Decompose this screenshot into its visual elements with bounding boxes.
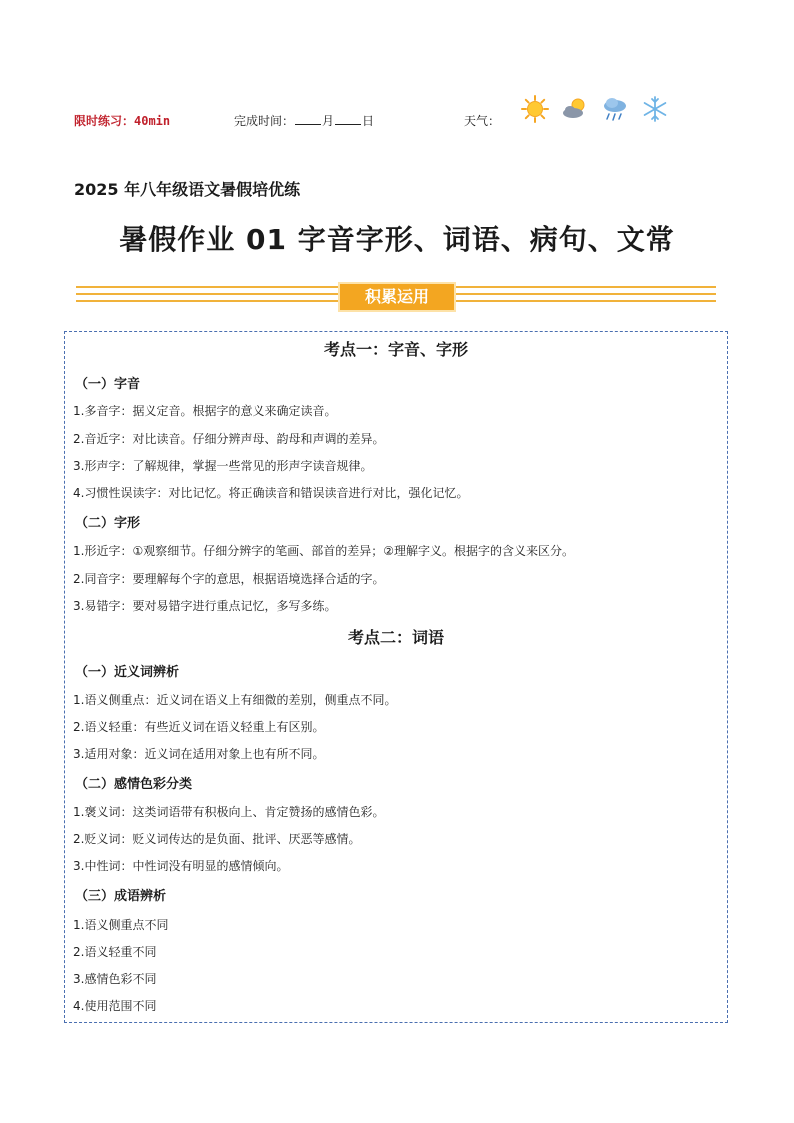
list-item: 3.形声字：了解规律，掌握一些常见的形声字读音规律。 xyxy=(73,459,373,473)
list-item: 3.易错字：要对易错字进行重点记忆，多写多练。 xyxy=(73,599,337,613)
weather-label: 天气： xyxy=(464,114,501,128)
rain-cloud-icon xyxy=(600,94,630,124)
header-bar xyxy=(74,94,754,134)
finish-time-field xyxy=(234,112,374,129)
month-char: 月 xyxy=(322,114,335,128)
list-item: 3.中性词：中性词没有明显的感情倾向。 xyxy=(73,859,289,873)
list-item: 1.语义侧重点不同 xyxy=(73,918,169,932)
snowflake-icon xyxy=(640,94,670,124)
group-heading: （一）字音 xyxy=(75,377,141,392)
group-heading: （二）感情色彩分类 xyxy=(75,777,193,792)
list-item: 1.语义侧重点：近义词在语义上有细微的差别，侧重点不同。 xyxy=(73,693,397,707)
list-item: 2.语义轻重：有些近义词在语义轻重上有区别。 xyxy=(73,720,325,734)
list-item: 4.习惯性误读字：对比记忆。将正确读音和错误读音进行对比，强化记忆。 xyxy=(73,486,469,500)
list-item: 3.感情色彩不同 xyxy=(73,972,157,986)
list-item: 1.形近字：①观察细节。仔细分辨字的笔画、部首的差异；②理解字义。根据字的含义来区分。 xyxy=(73,544,574,558)
page-title: 暑假作业 01 字音字形、词语、病句、文常 xyxy=(119,223,675,256)
group-heading: （二）字形 xyxy=(75,516,141,531)
list-item: 3.适用对象：近义词在适用对象上也有所不同。 xyxy=(73,747,325,761)
list-item: 1.褒义词：这类词语带有积极向上、肯定赞扬的感情色彩。 xyxy=(73,805,385,819)
list-item: 2.同音字：要理解每个字的意思，根据语境选择合适的字。 xyxy=(73,572,385,586)
list-item: 4.使用范围不同 xyxy=(73,999,157,1013)
day-char: 日 xyxy=(362,114,375,128)
list-item: 1.多音字：据义定音。根据字的意义来确定读音。 xyxy=(73,404,337,418)
time-limit-label: 限时练习：40min xyxy=(74,114,171,128)
list-item: 2.音近字：对比读音。仔细分辨声母、韵母和声调的差异。 xyxy=(73,432,385,446)
month-blank xyxy=(295,114,321,125)
subtitle: 2025 年八年级语文暑假培优练 xyxy=(74,180,301,199)
section-title: 考点二：词语 xyxy=(347,628,444,647)
group-heading: （三）成语辨析 xyxy=(75,889,167,904)
content-box xyxy=(64,331,728,1023)
section-title: 考点一：字音、字形 xyxy=(323,340,468,359)
list-item: 2.贬义词：贬义词传达的是负面、批评、厌恶等感情。 xyxy=(73,832,361,846)
section-banner: 积累运用 xyxy=(338,282,456,312)
partly-cloudy-icon xyxy=(560,94,590,124)
sun-icon xyxy=(520,94,550,124)
list-item: 2.语义轻重不同 xyxy=(73,945,157,959)
finish-time-label: 完成时间： xyxy=(234,114,295,128)
day-blank xyxy=(335,114,361,125)
group-heading: （一）近义词辨析 xyxy=(75,665,180,680)
